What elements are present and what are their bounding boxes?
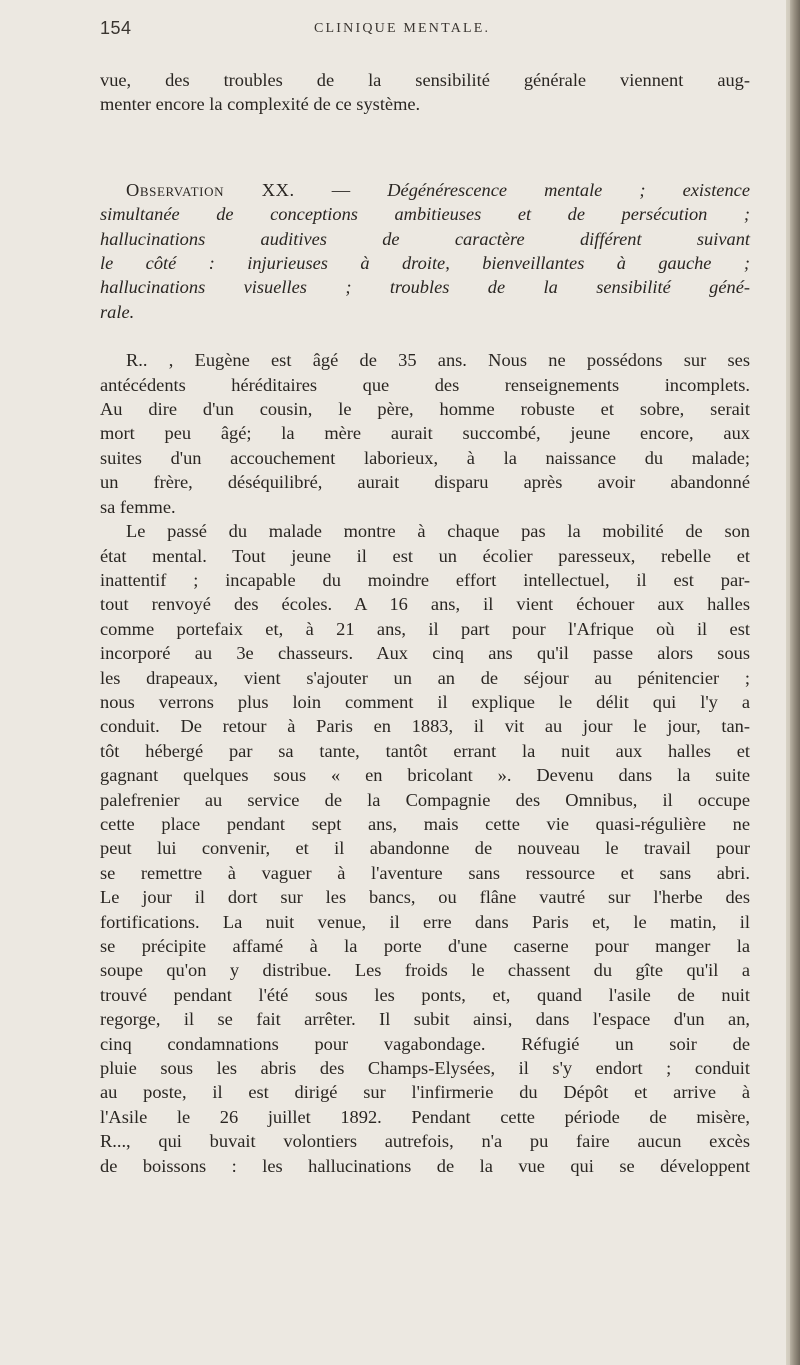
- text-line: état mental. Tout jeune il est un écolier paresseux, rebelle et: [100, 545, 750, 566]
- page-header: [100, 18, 750, 48]
- text-line: tout renvoyé des écoles. A 16 ans, il vient échouer aux halles: [100, 594, 750, 615]
- text-line: comme portefaix et, à 21 ans, il part pour l'Afrique où il est: [100, 618, 750, 639]
- observation-label: Observation XX.: [126, 179, 295, 200]
- text-line: au poste, il est dirigé sur l'infirmerie du Dépôt et arrive à: [100, 1082, 750, 1103]
- text-line: pluie sous les abris des Champs-Elysées, il s'y endort ; conduit: [100, 1058, 750, 1079]
- observation-heading: [100, 178, 750, 324]
- text-line: inattentif ; incapable du moindre effort intellectuel, il est par-: [100, 569, 750, 590]
- text-line: antécédents héréditaires que des renseignements incomplets.: [100, 374, 750, 395]
- text-line: sa femme.: [100, 496, 176, 517]
- running-title: CLINIQUE MENTALE.: [314, 21, 491, 36]
- text-line: de boissons : les hallucinations de la vue qui se développent: [100, 1155, 750, 1176]
- text-line: cinq condamnations pour vagabondage. Réfugié un soir de: [100, 1033, 750, 1054]
- text-line: R..., qui buvait volontiers autrefois, n'a pu faire aucun excès: [100, 1131, 750, 1152]
- text-line: hallucinations visuelles ; troubles de la sensibilité géné-: [100, 277, 750, 298]
- intro-paragraph: [100, 68, 750, 117]
- case-paragraph-history: [100, 519, 750, 1178]
- text-line: Le jour il dort sur les bancs, ou flâne vautré sur l'herbe des: [100, 887, 750, 908]
- text-line: les drapeaux, vient s'ajouter un an de séjour au pénitencier ;: [100, 667, 750, 688]
- page-edge-shadow: [786, 0, 800, 1365]
- text-line: hallucinations auditives de caractère différent suivant: [100, 228, 750, 249]
- text-line: menter encore la complexité de ce système.: [100, 94, 421, 115]
- text-line: le côté : injurieuses à droite, bienveillantes à gauche ;: [100, 253, 750, 274]
- observation-dash: —: [331, 179, 351, 200]
- text-line: palefrenier au service de la Compagnie des Omnibus, il occupe: [100, 789, 750, 810]
- text-line: Au dire d'un cousin, le père, homme robuste et sobre, serait: [100, 399, 750, 420]
- text-line: trouvé pendant l'été sous les ponts, et, quand l'asile de nuit: [100, 984, 750, 1005]
- text-line: l'Asile le 26 juillet 1892. Pendant cette période de misère,: [100, 1106, 750, 1127]
- text-line: suites d'un accouchement laborieux, à la naissance du malade;: [100, 447, 750, 468]
- text-line: incorporé au 3e chasseurs. Aux cinq ans qu'il passe alors sous: [100, 643, 750, 664]
- text-line: peut lui convenir, et il abandonne de nouveau le travail pour: [100, 838, 750, 859]
- text-line: rale.: [100, 301, 135, 322]
- page-number: 154: [100, 18, 132, 38]
- body-text: [100, 68, 750, 1178]
- text-line: se précipite affamé à la porte d'une caserne pour manger la: [100, 936, 750, 956]
- observation-title-text: Dégénérescence mentale ; existence: [387, 179, 750, 200]
- text-line: nous verrons plus loin comment il explique le délit qui l'y a: [100, 691, 750, 712]
- text-line: Le passé du malade montre à chaque pas la mobilité de son: [126, 521, 750, 542]
- text-line: conduit. De retour à Paris en 1883, il vit au jour le jour, tan-: [100, 716, 750, 737]
- text-line: cette place pendant sept ans, mais cette vie quasi-régulière ne: [100, 813, 750, 834]
- text-line: un frère, déséquilibré, aurait disparu après avoir abandonné: [100, 472, 750, 493]
- text-line: mort peu âgé; la mère aurait succombé, jeune encore, aux: [100, 423, 750, 444]
- text-line: [100, 178, 750, 202]
- text-line: vue, des troubles de la sensibilité générale viennent aug-: [100, 70, 750, 90]
- text-line: gagnant quelques sous « en bricolant ». Devenu dans la suite: [100, 765, 750, 786]
- text-line: simultanée de conceptions ambitieuses et de persécution ;: [100, 204, 750, 225]
- text-line: soupe qu'on y distribue. Les froids le chassent du gîte qu'il a: [100, 960, 750, 981]
- text-line: tôt hébergé par sa tante, tantôt errant la nuit aux halles et: [100, 740, 750, 761]
- text-line: R.. , Eugène est âgé de 35 ans. Nous ne possédons sur ses: [126, 350, 750, 371]
- case-paragraph-family: [100, 348, 750, 519]
- text-line: se remettre à vaguer à l'aventure sans ressource et sans abri.: [100, 862, 750, 883]
- text-line: fortifications. La nuit venue, il erre dans Paris et, le matin, il: [100, 911, 750, 932]
- text-line: regorge, il se fait arrêter. Il subit ainsi, dans l'espace d'un an,: [100, 1009, 750, 1030]
